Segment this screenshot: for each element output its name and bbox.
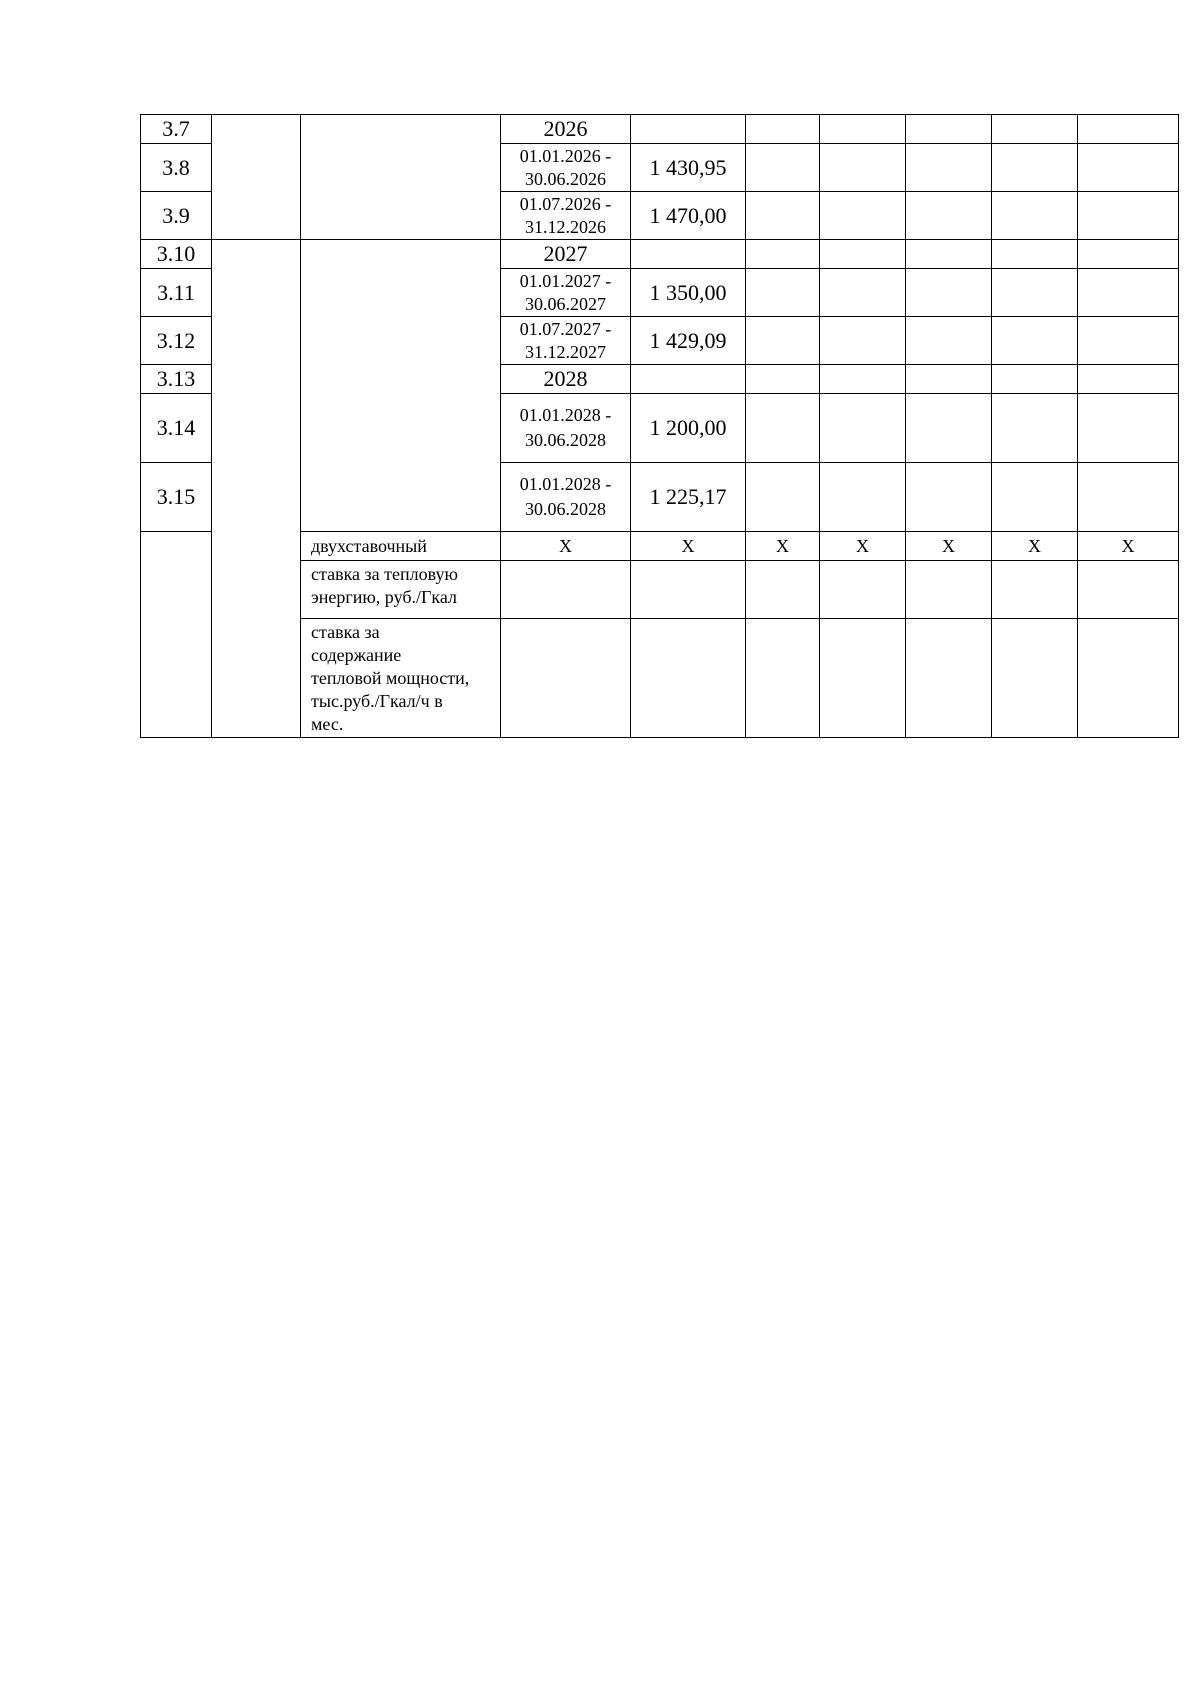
row-number: 3.13 xyxy=(141,365,212,394)
empty-cell xyxy=(906,192,992,240)
year-cell: 2028 xyxy=(501,365,631,394)
empty-cell xyxy=(820,240,906,269)
empty-cell xyxy=(906,619,992,738)
value-cell xyxy=(631,115,746,144)
capacity-rate-label-line: мес. xyxy=(311,714,344,734)
empty-cell xyxy=(820,365,906,394)
row-number: 3.9 xyxy=(141,192,212,240)
period-end: 30.06.2027 xyxy=(525,293,606,314)
two-part-label: двухставочный xyxy=(301,532,501,561)
empty-cell xyxy=(992,192,1078,240)
empty-cell xyxy=(906,365,992,394)
empty-cell xyxy=(820,394,906,463)
empty-cell xyxy=(992,269,1078,317)
empty-cell xyxy=(746,144,820,192)
empty-cell xyxy=(992,115,1078,144)
empty-cell xyxy=(820,463,906,532)
energy-rate-label-line: ставка за тепловую xyxy=(311,564,458,584)
empty-cell xyxy=(746,192,820,240)
period-end: 30.06.2026 xyxy=(525,168,606,189)
not-applicable-mark: Х xyxy=(906,532,992,561)
empty-cell xyxy=(1078,144,1179,192)
empty-cell xyxy=(1078,317,1179,365)
capacity-rate-label-line: содержание xyxy=(311,645,402,665)
empty-cell xyxy=(631,619,746,738)
empty-cell xyxy=(820,192,906,240)
period-start: 01.07.2027 - xyxy=(519,318,612,339)
value-cell xyxy=(631,365,746,394)
not-applicable-mark: Х xyxy=(820,532,906,561)
not-applicable-mark: Х xyxy=(1078,532,1179,561)
empty-cell xyxy=(906,561,992,619)
empty-cell xyxy=(906,240,992,269)
empty-cell xyxy=(820,619,906,738)
empty-cell xyxy=(906,115,992,144)
empty-cell xyxy=(906,144,992,192)
empty-cell xyxy=(1078,192,1179,240)
empty-cell xyxy=(301,240,501,532)
empty-cell xyxy=(631,561,746,619)
period-start: 01.01.2028 - xyxy=(519,405,612,425)
empty-cell xyxy=(1078,619,1179,738)
empty-cell xyxy=(301,115,501,240)
period-cell xyxy=(501,269,631,317)
value-cell: 1 200,00 xyxy=(631,394,746,463)
capacity-rate-label xyxy=(301,619,501,738)
table-row xyxy=(141,115,1179,144)
period-start: 01.01.2027 - xyxy=(519,270,612,291)
empty-cell xyxy=(906,394,992,463)
empty-cell xyxy=(501,561,631,619)
empty-cell xyxy=(1078,115,1179,144)
row-number: 3.10 xyxy=(141,240,212,269)
empty-cell xyxy=(746,240,820,269)
empty-cell xyxy=(212,115,301,240)
empty-cell xyxy=(1078,561,1179,619)
period-end: 31.12.2026 xyxy=(525,216,606,237)
empty-cell xyxy=(1078,269,1179,317)
period-cell xyxy=(501,317,631,365)
row-number: 3.15 xyxy=(141,463,212,532)
capacity-rate-label-line: ставка за xyxy=(311,622,380,642)
not-applicable-mark: Х xyxy=(631,532,746,561)
not-applicable-mark: Х xyxy=(992,532,1078,561)
empty-cell xyxy=(746,317,820,365)
empty-cell xyxy=(1078,240,1179,269)
row-number: 3.11 xyxy=(141,269,212,317)
empty-cell xyxy=(820,115,906,144)
capacity-rate-label-line: тепловой мощности, xyxy=(311,668,470,688)
empty-cell xyxy=(820,144,906,192)
value-cell: 1 429,09 xyxy=(631,317,746,365)
not-applicable-mark: Х xyxy=(746,532,820,561)
value-cell: 1 470,00 xyxy=(631,192,746,240)
empty-cell xyxy=(141,532,212,738)
energy-rate-label-line: энергию, руб./Гкал xyxy=(311,587,458,607)
empty-cell xyxy=(820,317,906,365)
empty-cell xyxy=(746,463,820,532)
empty-cell xyxy=(501,619,631,738)
energy-rate-label xyxy=(301,561,501,619)
period-cell xyxy=(501,394,631,463)
empty-cell xyxy=(820,561,906,619)
capacity-rate-label-line: тыс.руб./Гкал/ч в xyxy=(311,691,443,711)
empty-cell xyxy=(820,269,906,317)
period-start: 01.01.2028 - xyxy=(519,474,612,494)
empty-cell xyxy=(746,115,820,144)
empty-cell xyxy=(1078,365,1179,394)
empty-cell xyxy=(992,317,1078,365)
empty-cell xyxy=(746,365,820,394)
empty-cell xyxy=(1078,394,1179,463)
empty-cell xyxy=(906,317,992,365)
period-start: 01.07.2026 - xyxy=(519,193,612,214)
period-end: 31.12.2027 xyxy=(525,341,606,362)
not-applicable-mark: Х xyxy=(501,532,631,561)
period-end: 30.06.2028 xyxy=(525,430,606,450)
empty-cell xyxy=(992,240,1078,269)
period-cell xyxy=(501,463,631,532)
value-cell: 1 225,17 xyxy=(631,463,746,532)
empty-cell xyxy=(746,394,820,463)
empty-cell xyxy=(746,269,820,317)
empty-cell xyxy=(746,619,820,738)
period-cell xyxy=(501,144,631,192)
empty-cell xyxy=(992,619,1078,738)
empty-cell xyxy=(746,561,820,619)
empty-cell xyxy=(1078,463,1179,532)
empty-cell xyxy=(992,394,1078,463)
period-end: 30.06.2028 xyxy=(525,499,606,519)
empty-cell xyxy=(992,365,1078,394)
value-cell xyxy=(631,240,746,269)
table-row xyxy=(141,240,1179,269)
value-cell: 1 430,95 xyxy=(631,144,746,192)
row-number: 3.7 xyxy=(141,115,212,144)
year-cell: 2027 xyxy=(501,240,631,269)
tariff-table xyxy=(140,114,1179,738)
empty-cell xyxy=(906,463,992,532)
empty-cell xyxy=(992,463,1078,532)
year-cell: 2026 xyxy=(501,115,631,144)
empty-cell xyxy=(992,561,1078,619)
value-cell: 1 350,00 xyxy=(631,269,746,317)
row-number: 3.8 xyxy=(141,144,212,192)
period-cell xyxy=(501,192,631,240)
empty-cell xyxy=(992,144,1078,192)
empty-cell xyxy=(906,269,992,317)
empty-cell xyxy=(212,240,301,738)
period-start: 01.01.2026 - xyxy=(519,145,612,166)
row-number: 3.14 xyxy=(141,394,212,463)
row-number: 3.12 xyxy=(141,317,212,365)
